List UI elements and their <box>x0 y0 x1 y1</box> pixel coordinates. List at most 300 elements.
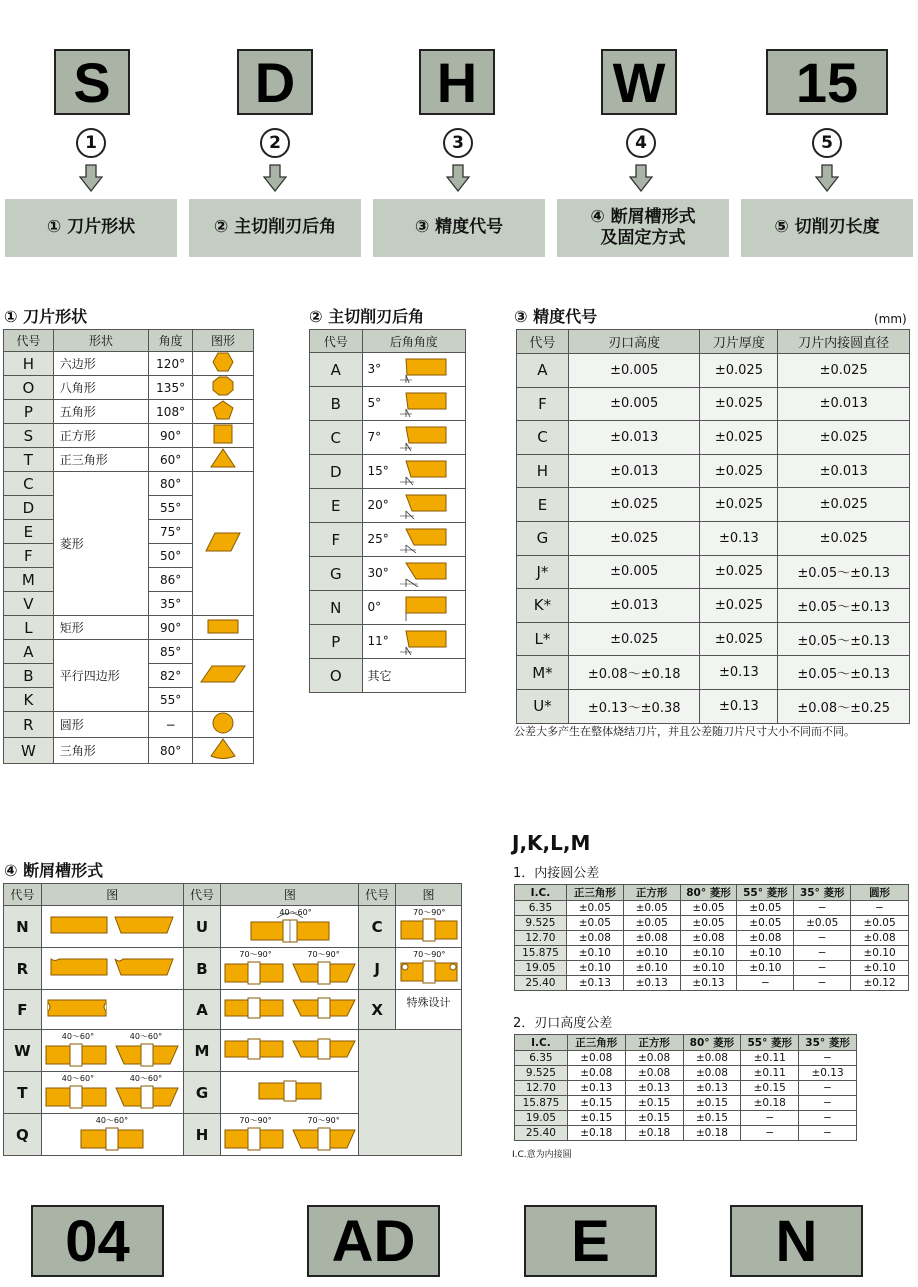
shape-angle: 85° <box>149 640 193 664</box>
edge-value: ±0.08 <box>683 1066 741 1081</box>
shape-name: 圆形 <box>53 712 148 738</box>
code-box-04: 04 <box>31 1205 164 1277</box>
clearance-angle: 3° <box>367 362 382 376</box>
shape-name: 矩形 <box>53 616 148 640</box>
tolerance-value: ±0.025 <box>778 488 910 522</box>
tolerance-value: ±0.025 <box>778 421 910 455</box>
step-label-chipbreaker: ④ 断屑槽形式 及固定方式 <box>557 199 729 257</box>
angle-label: 40～60° <box>95 1116 129 1125</box>
shape-code: R <box>4 712 54 738</box>
edge-value: − <box>741 1111 799 1126</box>
col-header: 图 <box>396 884 462 906</box>
clearance-code: D <box>310 455 363 489</box>
shape-code: H <box>4 352 54 376</box>
tolerance-code: J* <box>517 555 569 589</box>
octagon-icon <box>193 376 254 400</box>
clearance-angle: 7° <box>367 430 382 444</box>
pentagon-icon <box>193 400 254 424</box>
col-header: I.C. <box>515 885 567 901</box>
step-label-clearance: ② 主切削刃后角 <box>189 199 361 257</box>
chipbreaker-code: B <box>183 948 221 990</box>
edge-value: ±0.13 <box>625 1081 683 1096</box>
down-arrow-icon <box>446 164 470 192</box>
edge-value: − <box>741 1126 799 1141</box>
tolerance-value: ±0.025 <box>700 622 778 656</box>
tolerance-value: ±0.025 <box>700 454 778 488</box>
edge-height-title: 2．刃口高度公差 <box>513 1016 613 1031</box>
ic-value: ±0.05 <box>623 901 680 916</box>
clearance-angle: 0° <box>367 600 382 614</box>
step-label-edge-length: ⑤ 切削刃长度 <box>741 199 913 257</box>
ic-value: − <box>794 961 851 976</box>
edge-value: ±0.08 <box>683 1051 741 1066</box>
tolerance-value: ±0.08～±0.25 <box>778 689 910 723</box>
ic-value: ±0.10 <box>680 961 737 976</box>
ic-value: − <box>794 946 851 961</box>
step-number-4: 4 <box>626 128 656 158</box>
col-header: 80° 菱形 <box>683 1035 741 1051</box>
angle-label: 70～90° <box>413 908 446 917</box>
edge-value: ±0.15 <box>683 1096 741 1111</box>
tolerance-value: ±0.05～±0.13 <box>778 589 910 623</box>
chipbreaker-code: M <box>183 1030 221 1072</box>
ic-value: ±0.05 <box>851 916 909 931</box>
ic-value: ±0.10 <box>851 961 909 976</box>
shape-angle: 60° <box>149 448 193 472</box>
col-header: 代号 <box>183 884 221 906</box>
shape-section-title: ① 刀片形状 <box>4 307 88 326</box>
chipbreaker-code: X <box>359 990 396 1030</box>
col-header: 圆形 <box>851 885 909 901</box>
edge-value: ±0.08 <box>567 1066 625 1081</box>
shape-angle: 50° <box>149 544 193 568</box>
angle-label: 70～90° <box>239 950 272 959</box>
tolerance-value: ±0.025 <box>568 622 700 656</box>
tolerance-value: ±0.005 <box>568 387 700 421</box>
step-number-3: 3 <box>443 128 473 158</box>
shape-name: 正方形 <box>53 424 148 448</box>
ic-size: 12.70 <box>515 931 567 946</box>
rectangle-icon <box>193 616 254 640</box>
shape-angle: 75° <box>149 520 193 544</box>
shape-name: 五角形 <box>53 400 148 424</box>
ic-value: ±0.10 <box>737 946 794 961</box>
clearance-angle: 15° <box>367 464 389 478</box>
hexagon-icon <box>193 352 254 376</box>
ic-value: ±0.05 <box>794 916 851 931</box>
shape-name: 平行四边形 <box>53 640 148 712</box>
step-number-2: 2 <box>260 128 290 158</box>
tolerance-value: ±0.025 <box>700 488 778 522</box>
ic-value: ±0.08 <box>680 931 737 946</box>
edge-value: ±0.11 <box>741 1066 799 1081</box>
chipbreaker-code: W <box>4 1030 42 1072</box>
ic-value: ±0.13 <box>566 976 623 991</box>
ic-value: ±0.08 <box>851 931 909 946</box>
circle-icon <box>193 712 254 738</box>
col-header: 代号 <box>310 330 363 353</box>
tolerance-code: E <box>517 488 569 522</box>
edge-value: ±0.18 <box>741 1096 799 1111</box>
ic-value: − <box>794 931 851 946</box>
edge-value: ±0.15 <box>567 1096 625 1111</box>
ic-size: 15.875 <box>515 946 567 961</box>
clearance-angle-icon <box>398 527 448 553</box>
tolerance-value: ±0.013 <box>778 454 910 488</box>
clearance-angle-icon <box>398 357 448 383</box>
shape-code: S <box>4 424 54 448</box>
edge-value: ±0.08 <box>567 1051 625 1066</box>
col-header: 后角角度 <box>362 330 465 353</box>
ic-value: ±0.13 <box>680 976 737 991</box>
tolerance-code: G <box>517 521 569 555</box>
code-box-w: W <box>601 49 677 115</box>
col-header: 正方形 <box>623 885 680 901</box>
tolerance-value: ±0.025 <box>700 555 778 589</box>
jklm-title: J,K,L,M <box>512 831 591 855</box>
edge-value: − <box>799 1126 857 1141</box>
down-arrow-icon <box>79 164 103 192</box>
shape-code: M <box>4 568 54 592</box>
tolerance-value: ±0.025 <box>568 521 700 555</box>
clearance-code: N <box>310 591 363 625</box>
clearance-table <box>309 329 466 693</box>
tolerance-section-title: ③ 精度代号 <box>514 307 598 326</box>
code-box-ad: AD <box>307 1205 440 1277</box>
clearance-code: F <box>310 523 363 557</box>
ic-value: ±0.08 <box>623 931 680 946</box>
col-header: 形状 <box>53 330 148 352</box>
code-box-d: D <box>237 49 313 115</box>
tolerance-value: ±0.025 <box>700 354 778 388</box>
angle-label: 70～90° <box>239 1116 272 1125</box>
chipbreaker-table <box>3 883 462 1156</box>
tolerance-value: ±0.025 <box>700 589 778 623</box>
chipbreaker-n-icon <box>41 906 183 948</box>
ic-note: I.C.意为内接圆 <box>512 1150 572 1160</box>
edge-value: − <box>799 1081 857 1096</box>
tolerance-value: ±0.013 <box>568 421 700 455</box>
col-header: 刀片厚度 <box>700 330 778 354</box>
ic-value: ±0.05 <box>566 916 623 931</box>
chipbreaker-a-icon <box>221 990 359 1030</box>
clearance-code: O <box>310 659 363 693</box>
chipbreaker-r-icon <box>41 948 183 990</box>
tolerance-value: ±0.025 <box>700 387 778 421</box>
shape-code: F <box>4 544 54 568</box>
edge-value: ±0.15 <box>625 1096 683 1111</box>
shape-code: A <box>4 640 54 664</box>
angle-label: 40～60° <box>279 908 312 917</box>
clearance-angle-icon <box>398 493 448 519</box>
ic-size: 6.35 <box>515 1051 568 1066</box>
angle-label: 70～90° <box>413 950 446 959</box>
step-number-1: 1 <box>76 128 106 158</box>
shape-name: 六边形 <box>53 352 148 376</box>
chipbreaker-m-icon <box>221 1030 359 1072</box>
clearance-angle: 30° <box>367 566 389 580</box>
ic-value: ±0.05 <box>680 916 737 931</box>
ic-value: ±0.05 <box>680 901 737 916</box>
chipbreaker-code: Q <box>4 1114 42 1156</box>
triangle-icon <box>193 448 254 472</box>
shape-angle: 80° <box>149 738 193 764</box>
chipbreaker-code: J <box>359 948 396 990</box>
ic-value: ±0.05 <box>737 916 794 931</box>
ic-size: 15.875 <box>515 1096 568 1111</box>
tolerance-value: ±0.05～±0.13 <box>778 622 910 656</box>
col-header: 图 <box>221 884 359 906</box>
col-header: 正三角形 <box>566 885 623 901</box>
col-header: 代号 <box>517 330 569 354</box>
col-header: 角度 <box>149 330 193 352</box>
tolerance-code: A <box>517 354 569 388</box>
clearance-code: C <box>310 421 363 455</box>
col-header: 代号 <box>359 884 396 906</box>
tolerance-value: ±0.013 <box>568 589 700 623</box>
angle-label: 40～60° <box>61 1032 95 1041</box>
edge-value: ±0.15 <box>683 1111 741 1126</box>
ic-value: ±0.13 <box>623 976 680 991</box>
code-box-e: E <box>524 1205 657 1277</box>
code-box-15: 15 <box>766 49 888 115</box>
chipbreaker-g-icon <box>221 1072 359 1114</box>
code-box-h: H <box>419 49 495 115</box>
clearance-angle-icon <box>398 459 448 485</box>
col-header: 55° 菱形 <box>737 885 794 901</box>
unit-label: (mm) <box>874 312 907 326</box>
code-box-n: N <box>730 1205 863 1277</box>
step-label-shape: ① 刀片形状 <box>5 199 177 257</box>
tolerance-note: 公差大多产生在整体烧结刀片，并且公差随刀片尺寸大小不同而不同。 <box>514 725 855 738</box>
clearance-angle: 25° <box>367 532 389 546</box>
shape-code: T <box>4 448 54 472</box>
ic-value: ±0.05 <box>737 901 794 916</box>
shape-name: 正三角形 <box>53 448 148 472</box>
clearance-code: P <box>310 625 363 659</box>
tolerance-value: ±0.025 <box>568 488 700 522</box>
col-header: 图 <box>41 884 183 906</box>
tolerance-table <box>516 329 910 724</box>
col-header: 35° 菱形 <box>794 885 851 901</box>
tolerance-value: ±0.13 <box>700 656 778 690</box>
chipbreaker-code: A <box>183 990 221 1030</box>
shape-angle: 55° <box>149 496 193 520</box>
tolerance-code: L* <box>517 622 569 656</box>
chipbreaker-code: N <box>4 906 42 948</box>
shape-name: 八角形 <box>53 376 148 400</box>
col-header: 正三角形 <box>567 1035 625 1051</box>
rhombus-icon <box>193 472 254 616</box>
ic-value: − <box>794 976 851 991</box>
angle-label: 70～90° <box>307 1116 340 1125</box>
clearance-angle-icon <box>398 391 448 417</box>
shape-angle: 90° <box>149 616 193 640</box>
angle-label: 70～90° <box>307 950 340 959</box>
clearance-code: E <box>310 489 363 523</box>
tolerance-value: ±0.005 <box>568 354 700 388</box>
step-label-tolerance: ③ 精度代号 <box>373 199 545 257</box>
tolerance-code: M* <box>517 656 569 690</box>
ic-size: 9.525 <box>515 916 567 931</box>
shape-code: L <box>4 616 54 640</box>
trigon-icon <box>193 738 254 764</box>
edge-value: ±0.18 <box>567 1126 625 1141</box>
shape-name: 菱形 <box>53 472 148 616</box>
edge-value: ±0.08 <box>625 1066 683 1081</box>
shape-angle: 108° <box>149 400 193 424</box>
shape-angle: − <box>149 712 193 738</box>
edge-value: − <box>799 1111 857 1126</box>
tolerance-code: C <box>517 421 569 455</box>
down-arrow-icon <box>263 164 287 192</box>
shape-angle: 90° <box>149 424 193 448</box>
angle-label: 40～60° <box>61 1074 95 1083</box>
special-design-label: 特殊设计 <box>396 990 462 1030</box>
shape-angle: 80° <box>149 472 193 496</box>
step-number-5: 5 <box>812 128 842 158</box>
col-header: 35° 菱形 <box>799 1035 857 1051</box>
tolerance-code: F <box>517 387 569 421</box>
clearance-angle-icon <box>398 595 448 621</box>
tolerance-value: ±0.05～±0.13 <box>778 555 910 589</box>
col-header: 刀片内接圆直径 <box>778 330 910 354</box>
ic-size: 6.35 <box>515 901 567 916</box>
ic-value: ±0.10 <box>623 946 680 961</box>
shape-code: K <box>4 688 54 712</box>
ic-value: ±0.10 <box>623 961 680 976</box>
clearance-angle: 20° <box>367 498 389 512</box>
shape-name: 三角形 <box>53 738 148 764</box>
ic-value: − <box>794 901 851 916</box>
parallelogram-icon <box>193 640 254 712</box>
ic-value: ±0.10 <box>566 961 623 976</box>
shape-angle: 135° <box>149 376 193 400</box>
ic-size: 9.525 <box>515 1066 568 1081</box>
edge-value: ±0.13 <box>799 1066 857 1081</box>
chipbreaker-code: T <box>4 1072 42 1114</box>
shape-angle: 35° <box>149 592 193 616</box>
tolerance-value: ±0.05～±0.13 <box>778 656 910 690</box>
tolerance-value: ±0.13～±0.38 <box>568 689 700 723</box>
col-header: 图形 <box>193 330 254 352</box>
ic-tolerance-table <box>514 884 909 991</box>
tolerance-value: ±0.13 <box>700 689 778 723</box>
chipbreaker-f-icon <box>41 990 183 1030</box>
ic-value: ±0.12 <box>851 976 909 991</box>
ic-size: 25.40 <box>515 976 567 991</box>
down-arrow-icon <box>815 164 839 192</box>
tolerance-code: H <box>517 454 569 488</box>
chipbreaker-code: U <box>183 906 221 948</box>
shape-code: O <box>4 376 54 400</box>
edge-value: − <box>799 1096 857 1111</box>
chipbreaker-section-title: ④ 断屑槽形式 <box>4 861 104 880</box>
edge-value: ±0.15 <box>625 1111 683 1126</box>
col-header: I.C. <box>515 1035 568 1051</box>
shape-angle: 55° <box>149 688 193 712</box>
ic-value: ±0.08 <box>566 931 623 946</box>
chipbreaker-code: F <box>4 990 42 1030</box>
ic-value: − <box>851 901 909 916</box>
ic-value: ±0.10 <box>851 946 909 961</box>
ic-title: 1．内接圆公差 <box>513 866 600 881</box>
clearance-angle-icon <box>398 561 448 587</box>
clearance-angle: 5° <box>367 396 382 410</box>
tolerance-value: ±0.005 <box>568 555 700 589</box>
shape-code: V <box>4 592 54 616</box>
ic-value: ±0.10 <box>680 946 737 961</box>
square-icon <box>193 424 254 448</box>
edge-value: ±0.18 <box>625 1126 683 1141</box>
col-header: 55° 菱形 <box>741 1035 799 1051</box>
shape-angle: 120° <box>149 352 193 376</box>
tolerance-value: ±0.13 <box>700 521 778 555</box>
col-header: 代号 <box>4 330 54 352</box>
ic-value: ±0.05 <box>566 901 623 916</box>
clearance-section-title: ② 主切削刃后角 <box>309 307 425 326</box>
edge-value: − <box>799 1051 857 1066</box>
down-arrow-icon <box>629 164 653 192</box>
shape-code: B <box>4 664 54 688</box>
clearance-angle: 其它 <box>362 659 465 693</box>
tolerance-code: U* <box>517 689 569 723</box>
tolerance-value: ±0.025 <box>778 521 910 555</box>
clearance-angle-icon <box>398 425 448 451</box>
edge-value: ±0.18 <box>683 1126 741 1141</box>
ic-value: ±0.10 <box>566 946 623 961</box>
tolerance-value: ±0.013 <box>778 387 910 421</box>
shape-code: P <box>4 400 54 424</box>
chipbreaker-code: G <box>183 1072 221 1114</box>
ic-value: − <box>737 976 794 991</box>
col-header: 刃口高度 <box>568 330 700 354</box>
edge-value: ±0.13 <box>683 1081 741 1096</box>
code-box-s: S <box>54 49 130 115</box>
shape-angle: 86° <box>149 568 193 592</box>
ic-value: ±0.05 <box>623 916 680 931</box>
shape-table <box>3 329 254 764</box>
clearance-angle-icon <box>398 629 448 655</box>
edge-height-tolerance-table <box>514 1034 857 1141</box>
edge-value: ±0.08 <box>625 1051 683 1066</box>
ic-value: ±0.10 <box>737 961 794 976</box>
edge-value: ±0.13 <box>567 1081 625 1096</box>
edge-value: ±0.15 <box>567 1111 625 1126</box>
chipbreaker-code: R <box>4 948 42 990</box>
ic-size: 12.70 <box>515 1081 568 1096</box>
ic-size: 19.05 <box>515 1111 568 1126</box>
angle-label: 40～60° <box>129 1074 163 1083</box>
chipbreaker-code: H <box>183 1114 221 1156</box>
clearance-code: G <box>310 557 363 591</box>
tolerance-code: K* <box>517 589 569 623</box>
shape-angle: 82° <box>149 664 193 688</box>
tolerance-value: ±0.013 <box>568 454 700 488</box>
shape-code: C <box>4 472 54 496</box>
clearance-code: A <box>310 353 363 387</box>
shape-code: D <box>4 496 54 520</box>
tolerance-value: ±0.025 <box>778 354 910 388</box>
edge-value: ±0.11 <box>741 1051 799 1066</box>
shape-code: E <box>4 520 54 544</box>
col-header: 80° 菱形 <box>680 885 737 901</box>
ic-size: 19.05 <box>515 961 567 976</box>
shape-code: W <box>4 738 54 764</box>
col-header: 代号 <box>4 884 42 906</box>
tolerance-value: ±0.025 <box>700 421 778 455</box>
clearance-angle: 11° <box>367 634 389 648</box>
